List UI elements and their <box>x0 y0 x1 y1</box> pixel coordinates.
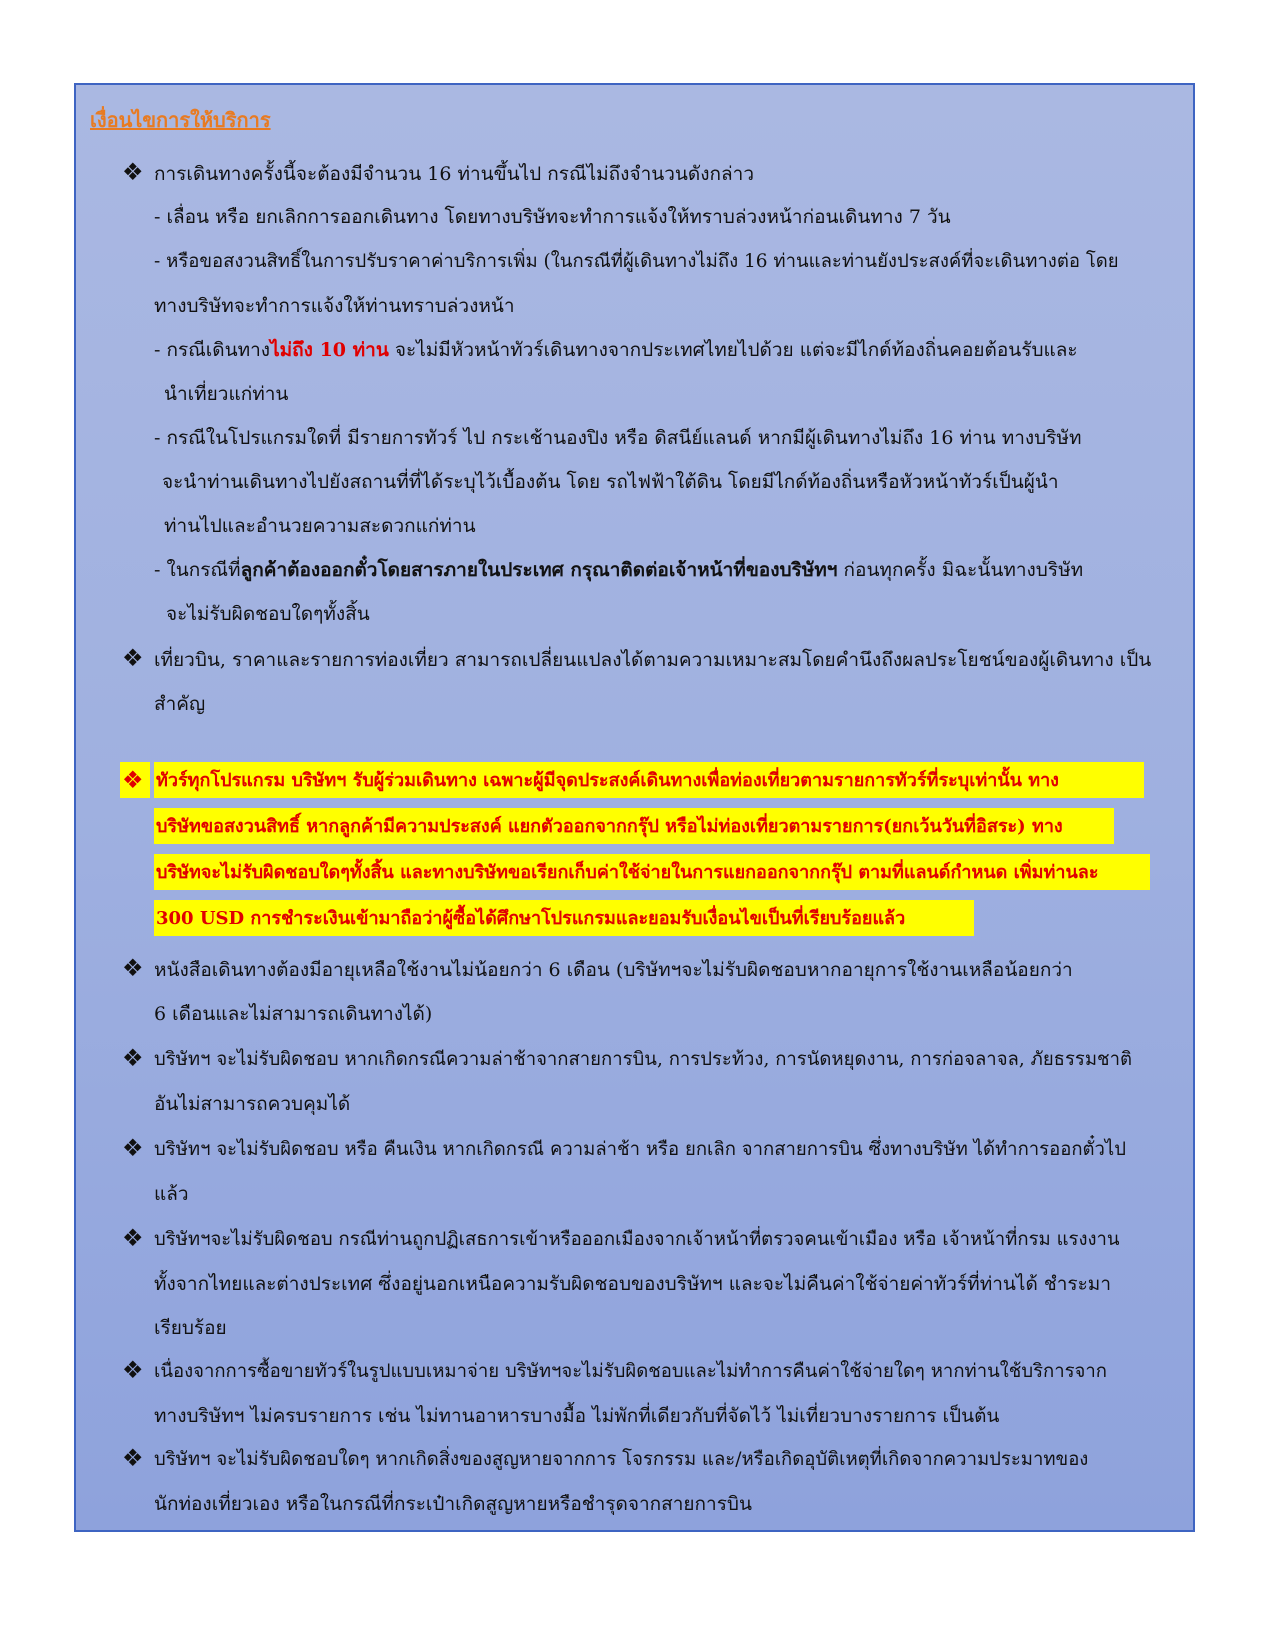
condition-line: ท่านไปและอำนวยความสะดวกแก่ท่าน <box>164 515 476 537</box>
condition-line: บริษัทฯ จะไม่รับผิดชอบใดๆ หากเกิดสิ่งของสูญหายจากการ โจรกรรม และ/หรือเกิดอุบัติเหตุที่เกิดจากความประมาทของ <box>154 1449 1089 1470</box>
condition-line <box>154 558 1083 582</box>
condition-line: ทางบริษัทฯ ไม่ครบรายการ เช่น ไม่ทานอาหารบางมื้อ ไม่พักที่เดียวกับที่จัดไว้ ไม่เที่ยวบางรายการ เป็นต้น <box>154 1405 1000 1427</box>
section-heading: เงื่อนไขการให้บริการ <box>90 108 271 132</box>
bullet-icon: ❖ <box>122 158 144 186</box>
condition-text: - กรณีเดินทาง <box>154 339 271 361</box>
condition-text: - ในกรณีที่ <box>154 559 241 581</box>
highlight-line: ทัวร์ทุกโปรแกรม บริษัทฯ รับผู้ร่วมเดินทาง เฉพาะผู้มีจุดประสงค์เดินทางเพื่อท่องเที่ยวตามรายการทัวร์ที่ระบุเท่านั้น ทาง <box>156 770 1059 791</box>
highlight-line: 300 USD การชำระเงินเข้ามาถือว่าผู้ซื้อได้ศึกษาโปรแกรมและยอมรับเงื่อนไขเป็นที่เรียบร้อยแล้ว <box>156 908 906 929</box>
condition-line: เนื่องจากการซื้อขายทัวร์ในรูปแบบเหมาจ่าย บริษัทฯจะไม่รับผิดชอบและไม่ทำการคืนค่าใช้จ่ายใดๆ หากท่านใช้บริการจาก <box>154 1361 1107 1382</box>
condition-line: นักท่องเที่ยวเอง หรือในกรณีที่กระเป๋าเกิดสูญหายหรือชำรุดจากสายการบิน <box>154 1493 752 1515</box>
condition-line: บริษัทฯ จะไม่รับผิดชอบ หากเกิดกรณีความล่าช้าจากสายการบิน, การประท้วง, การนัดหยุดงาน, การก่อจลาจล, ภัยธรรมชาติ <box>154 1049 1132 1070</box>
condition-line: สำคัญ <box>154 693 206 715</box>
condition-line: ทางบริษัทจะทำการแจ้งให้ท่านทราบล่วงหน้า <box>154 295 515 317</box>
condition-line: - หรือขอสงวนสิทธิ์ในการปรับราคาค่าบริการเพิ่ม (ในกรณีที่ผู้เดินทางไม่ถึง 16 ท่านและท่านยังประสงค์ที่จะเดินทางต่อ โดย <box>154 251 1119 272</box>
condition-line: เที่ยวบิน, ราคาและรายการท่องเที่ยว สามารถเปลี่ยนแปลงได้ตามความเหมาะสมโดยคำนึงถึงผลประโยชน์ของผู้เดินทาง เป็น <box>154 649 1152 671</box>
condition-line: - กรณีในโปรแกรมใดที่ มีรายการทัวร์ ไป กระเช้านองปิง หรือ ดิสนีย์แลนด์ หากมีผู้เดินทางไม่ถึง 16 ท่าน ทางบริษัท <box>154 427 1082 449</box>
bullet-icon: ❖ <box>122 1224 144 1252</box>
condition-text: ก่อนทุกครั้ง มิฉะนั้นทางบริษัท <box>837 559 1084 581</box>
condition-line: บริษัทฯ จะไม่รับผิดชอบ หรือ คืนเงิน หากเกิดกรณี ความล่าช้า หรือ ยกเลิก จากสายการบิน ซึ่งทางบริษัท ได้ทำการออกตั๋วไป <box>154 1139 1126 1160</box>
condition-line: เรียบร้อย <box>154 1317 227 1339</box>
condition-line <box>154 338 1078 362</box>
bullet-icon: ❖ <box>122 766 144 794</box>
bullet-icon: ❖ <box>122 954 144 982</box>
condition-line: จะนำท่านเดินทางไปยังสถานที่ที่ได้ระบุไว้เบื้องต้น โดย รถไฟฟ้าใต้ดิน โดยมีไกด์ท้องถิ่นหรือหัวหน้าทัวร์เป็นผู้นำ <box>162 471 1059 493</box>
bullet-icon: ❖ <box>122 1444 144 1472</box>
condition-line: แล้ว <box>154 1183 189 1205</box>
condition-line: - เลื่อน หรือ ยกเลิกการออกเดินทาง โดยทางบริษัทจะทำการแจ้งให้ทราบล่วงหน้าก่อนเดินทาง 7 วัน <box>154 206 951 228</box>
bullet-icon: ❖ <box>122 1134 144 1162</box>
highlight-line: บริษัทจะไม่รับผิดชอบใดๆทั้งสิ้น และทางบริษัทขอเรียกเก็บค่าใช้จ่ายในการแยกออกจากกรุ๊ป ตามที่แลนด์กำหนด เพิ่มท่านละ <box>156 862 1099 883</box>
condition-line: นำเที่ยวแก่ท่าน <box>164 383 289 405</box>
emphasis-text: ไม่ถึง 10 ท่าน <box>270 339 389 361</box>
condition-line: 6 เดือนและไม่สามารถเดินทางได้) <box>154 1003 433 1025</box>
condition-line: จะไม่รับผิดชอบใดๆทั้งสิ้น <box>166 603 370 625</box>
condition-text: จะไม่มีหัวหน้าทัวร์เดินทางจากประเทศไทยไปด้วย แต่จะมีไกด์ท้องถิ่นคอยต้อนรับและ <box>388 339 1078 361</box>
bold-text: ลูกค้าต้องออกตั๋วโดยสารภายในประเทศ กรุณาติดต่อเจ้าหน้าที่ของบริษัทฯ <box>240 559 838 581</box>
highlight-line: บริษัทขอสงวนสิทธิ์ หากลูกค้ามีความประสงค์ แยกตัวออกจากกรุ๊ป หรือไม่ท่องเที่ยวตามรายการ(ยกเว้นวันที่อิสระ) ทาง <box>156 816 1063 837</box>
bullet-icon: ❖ <box>122 1044 144 1072</box>
condition-line: หนังสือเดินทางต้องมีอายุเหลือใช้งานไม่น้อยกว่า 6 เดือน (บริษัทฯจะไม่รับผิดชอบหากอายุการใช้งานเหลือน้อยกว่า <box>154 959 1073 981</box>
condition-line: ทั้งจากไทยและต่างประเทศ ซึ่งอยู่นอกเหนือความรับผิดชอบของบริษัทฯ และจะไม่คืนค่าใช้จ่ายค่าทัวร์ที่ท่านได้ ชำระมา <box>154 1273 1111 1295</box>
condition-line: อันไม่สามารถควบคุมได้ <box>154 1093 351 1115</box>
bullet-icon: ❖ <box>122 1356 144 1384</box>
condition-line: การเดินทางครั้งนี้จะต้องมีจำนวน 16 ท่านขึ้นไป กรณีไม่ถึงจำนวนดังกล่าว <box>154 163 755 185</box>
condition-line: บริษัทฯจะไม่รับผิดชอบ กรณีท่านถูกปฏิเสธการเข้าหรือออกเมืองจากเจ้าหน้าที่ตรวจคนเข้าเมือง หรือ เจ้าหน้าที่กรม แรงงาน <box>154 1229 1120 1250</box>
bullet-icon: ❖ <box>122 644 144 672</box>
